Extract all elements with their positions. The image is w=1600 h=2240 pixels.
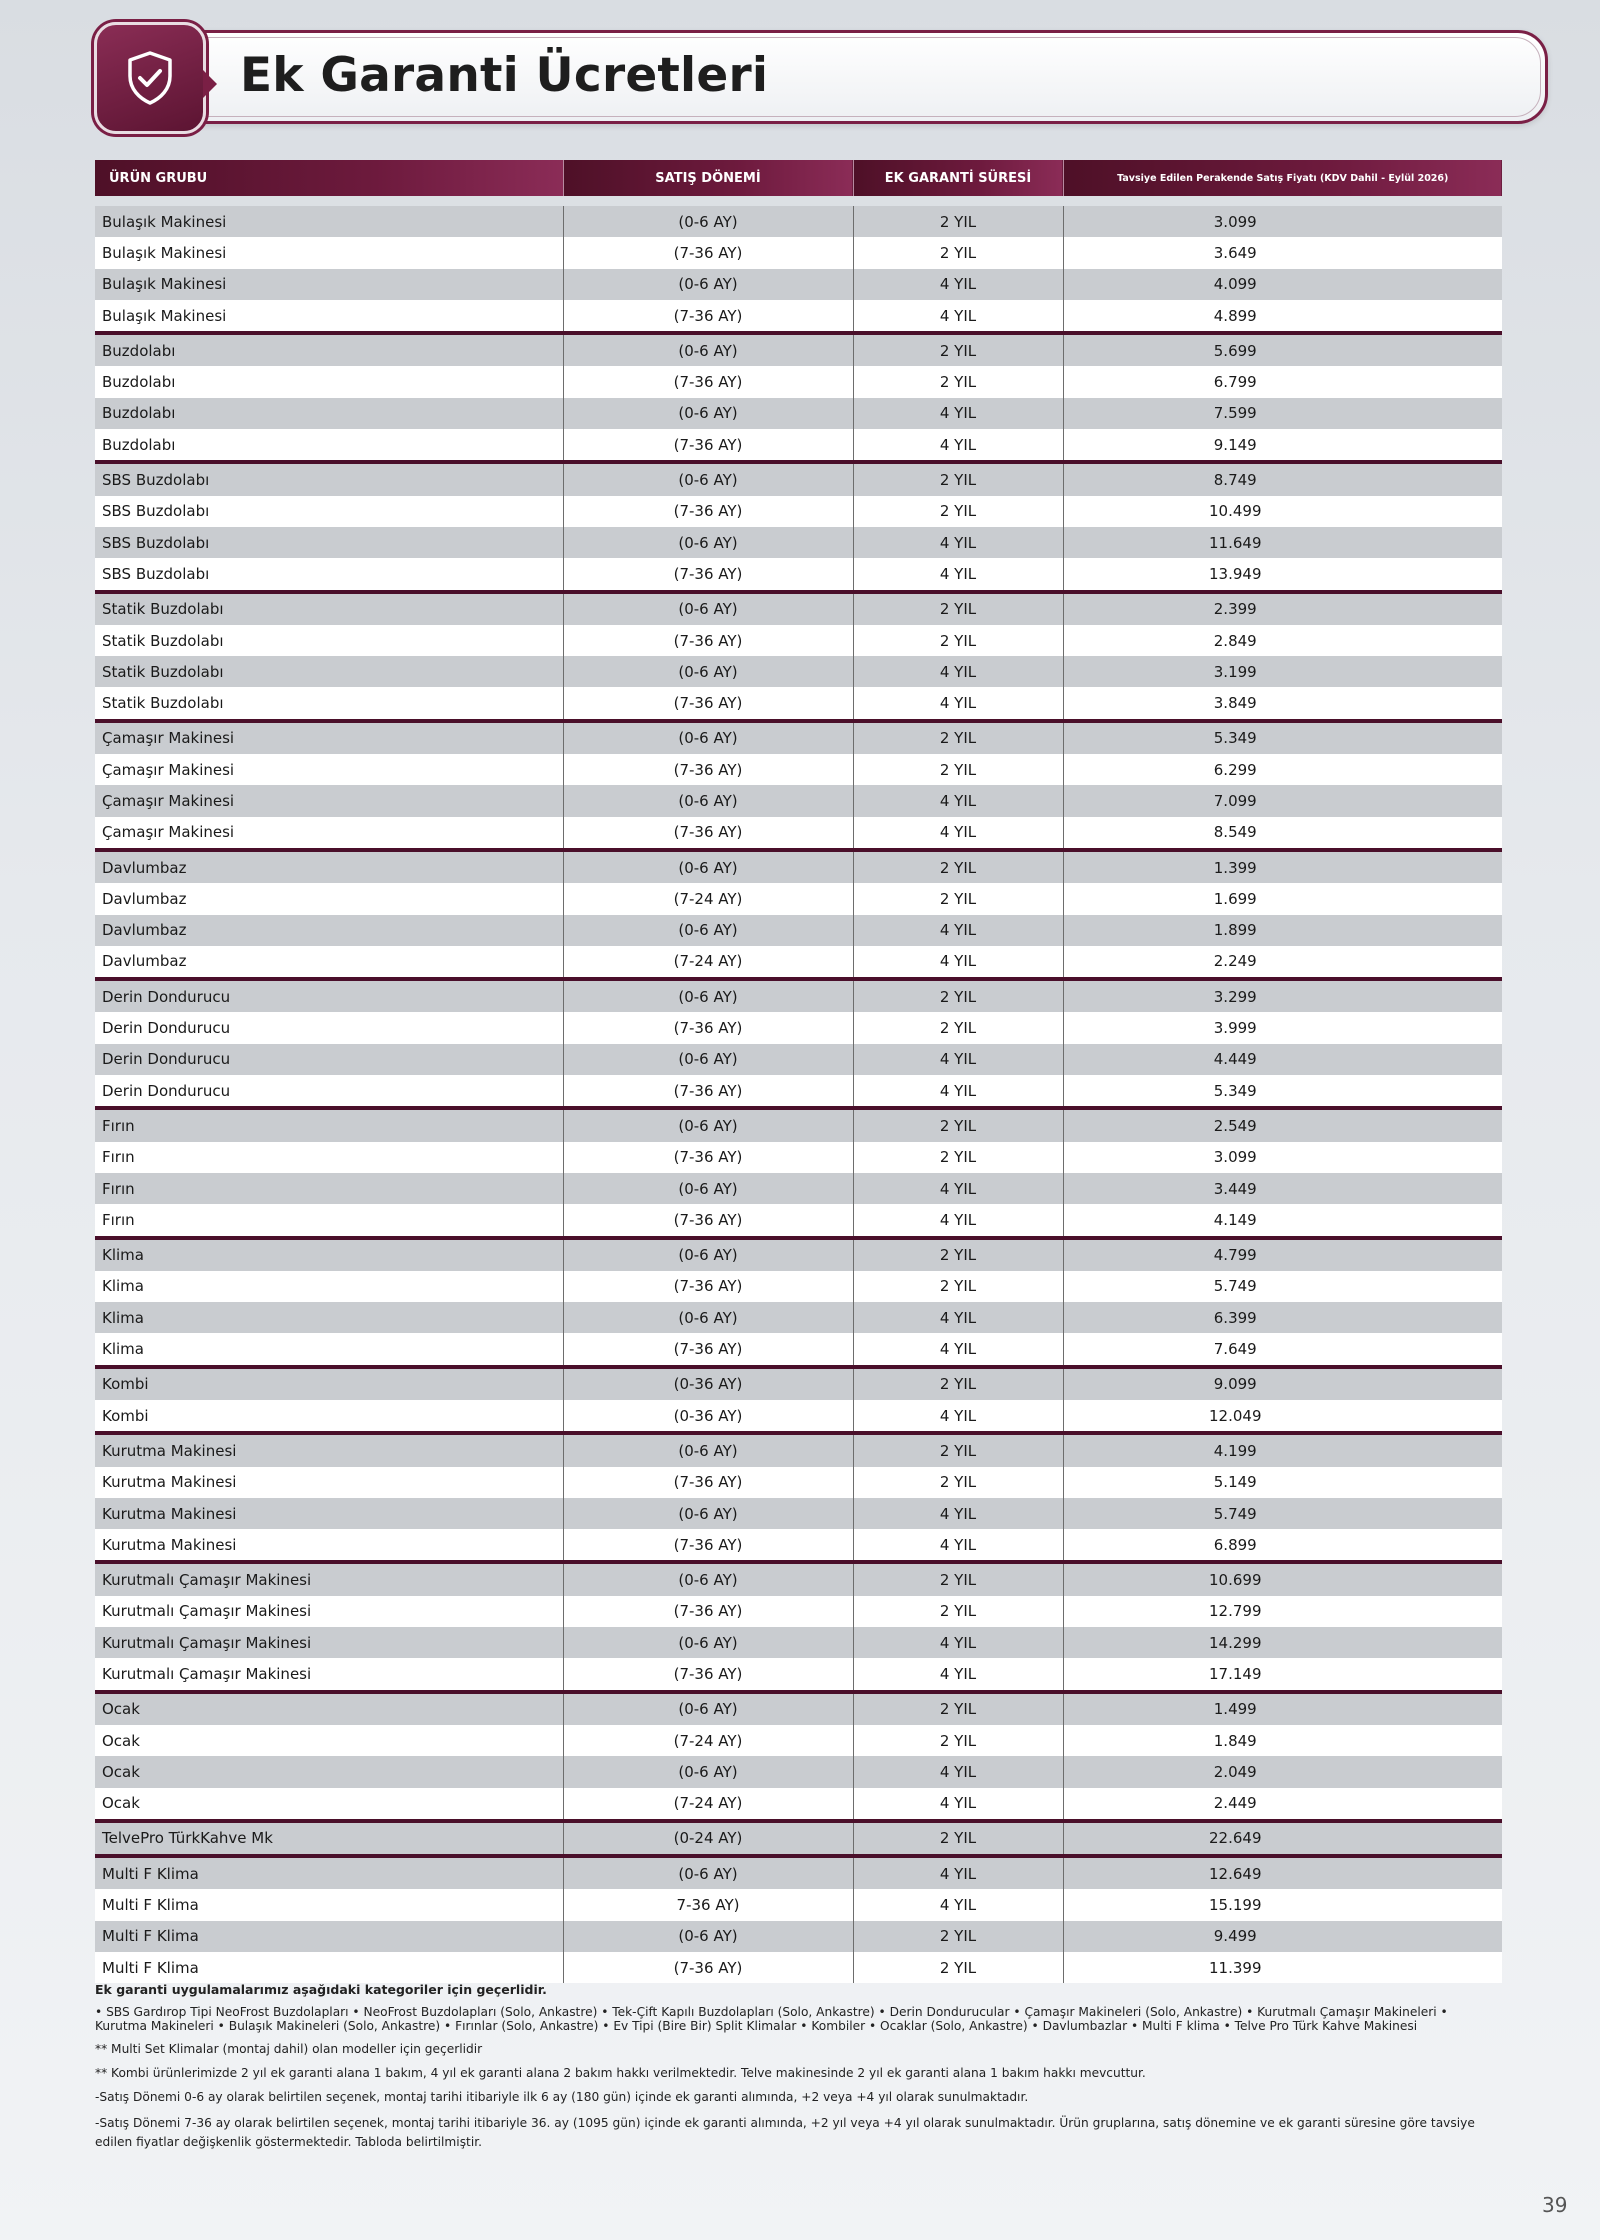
cell-warranty-duration: 4 YIL (853, 1498, 1063, 1529)
cell-product-group: Buzdolabı (95, 429, 563, 462)
header-gap-cell (95, 196, 1502, 206)
cell-warranty-duration: 2 YIL (853, 206, 1063, 237)
cell-product-group: Bulaşık Makinesi (95, 237, 563, 268)
table-row (95, 625, 1502, 656)
cell-sales-period: (0-6 AY) (563, 1108, 853, 1141)
cell-product-group: Kurutma Makinesi (95, 1498, 563, 1529)
cell-sales-period: (7-36 AY) (563, 1075, 853, 1108)
cell-product-group: Kombi (95, 1400, 563, 1433)
cell-sales-period: (0-6 AY) (563, 1238, 853, 1271)
table-row (95, 269, 1502, 300)
cell-warranty-duration: 4 YIL (853, 656, 1063, 687)
cell-warranty-duration: 2 YIL (853, 333, 1063, 366)
cell-product-group: Davlumbaz (95, 850, 563, 883)
cell-product-group: Buzdolabı (95, 366, 563, 397)
table-row (95, 592, 1502, 625)
cell-price: 3.999 (1063, 1012, 1502, 1043)
table-row (95, 883, 1502, 914)
table-row (95, 496, 1502, 527)
cell-sales-period: (7-36 AY) (563, 496, 853, 527)
cell-price: 3.449 (1063, 1173, 1502, 1204)
cell-product-group: Statik Buzdolabı (95, 656, 563, 687)
cell-product-group: Kurutma Makinesi (95, 1529, 563, 1562)
cell-product-group: SBS Buzdolabı (95, 527, 563, 558)
cell-price: 2.449 (1063, 1788, 1502, 1821)
cell-sales-period: (7-24 AY) (563, 883, 853, 914)
cell-warranty-duration: 4 YIL (853, 269, 1063, 300)
cell-sales-period: (0-6 AY) (563, 1627, 853, 1658)
table-row (95, 1821, 1502, 1856)
table-row (95, 1856, 1502, 1889)
cell-warranty-duration: 4 YIL (853, 1075, 1063, 1108)
cell-price: 9.149 (1063, 429, 1502, 462)
cell-price: 6.799 (1063, 366, 1502, 397)
cell-price: 12.649 (1063, 1856, 1502, 1889)
page-number: 39 (1542, 2193, 1568, 2217)
cell-product-group: Kombi (95, 1367, 563, 1400)
cell-warranty-duration: 2 YIL (853, 1142, 1063, 1173)
table-row (95, 1562, 1502, 1595)
cell-product-group: Davlumbaz (95, 946, 563, 979)
cell-warranty-duration: 2 YIL (853, 1562, 1063, 1595)
table-row (95, 1921, 1502, 1952)
table-body (95, 196, 1502, 1983)
notes-period-0-6: -Satış Dönemi 0-6 ay olarak belirtilen seçenek, montaj tarihi itibariyle ilk 6 ay (180 gün) içinde ek garanti alımında, +2 veya +4 yıl olarak sunulmaktadır. (95, 2090, 1029, 2104)
cell-price: 9.099 (1063, 1367, 1502, 1400)
table-row (95, 558, 1502, 591)
cell-warranty-duration: 2 YIL (853, 462, 1063, 495)
cell-price: 11.399 (1063, 1952, 1502, 1983)
cell-sales-period: (7-36 AY) (563, 1333, 853, 1366)
cell-sales-period: (0-6 AY) (563, 206, 853, 237)
cell-sales-period: (0-6 AY) (563, 1302, 853, 1333)
cell-price: 5.349 (1063, 721, 1502, 754)
cell-sales-period: (0-6 AY) (563, 1562, 853, 1595)
cell-warranty-duration: 4 YIL (853, 1044, 1063, 1075)
table-row (95, 1433, 1502, 1466)
cell-product-group: Klima (95, 1302, 563, 1333)
table-row (95, 429, 1502, 462)
cell-sales-period: (7-36 AY) (563, 366, 853, 397)
column-header-warranty-duration: EK GARANTİ SÜRESİ (853, 160, 1063, 196)
cell-warranty-duration: 4 YIL (853, 1204, 1063, 1237)
cell-sales-period: (0-6 AY) (563, 1756, 853, 1787)
cell-product-group: Derin Dondurucu (95, 1012, 563, 1043)
cell-product-group: Kurutmalı Çamaşır Makinesi (95, 1596, 563, 1627)
cell-warranty-duration: 4 YIL (853, 915, 1063, 946)
table-row (95, 366, 1502, 397)
cell-price: 15.199 (1063, 1889, 1502, 1920)
cell-product-group: SBS Buzdolabı (95, 496, 563, 527)
cell-sales-period: (0-6 AY) (563, 1692, 853, 1725)
cell-product-group: Kurutma Makinesi (95, 1467, 563, 1498)
table-row (95, 1075, 1502, 1108)
cell-price: 10.499 (1063, 496, 1502, 527)
cell-sales-period: (0-6 AY) (563, 462, 853, 495)
cell-warranty-duration: 2 YIL (853, 625, 1063, 656)
table-row (95, 462, 1502, 495)
table-row (95, 1302, 1502, 1333)
cell-price: 5.699 (1063, 333, 1502, 366)
table-row (95, 1889, 1502, 1920)
table-row (95, 1658, 1502, 1691)
cell-price: 2.549 (1063, 1108, 1502, 1141)
cell-price: 7.099 (1063, 785, 1502, 816)
cell-price: 7.599 (1063, 398, 1502, 429)
notes-period-7-36: -Satış Dönemi 7-36 ay olarak belirtilen seçenek, montaj tarihi itibariyle 36. ay (1095 gün) içinde ek garanti alımında, +2 yıl veya +4 yıl olarak sunulmaktadır. Ürün gruplarına, satış dönemine ve ek garanti süresine göre tavsiye edilen fiyatlar değişkenlik göstermektedir. Tabloda belirtilmiştir. (95, 2116, 1475, 2149)
table-row (95, 1108, 1502, 1141)
cell-price: 2.249 (1063, 946, 1502, 979)
cell-sales-period: (7-36 AY) (563, 1271, 853, 1302)
cell-warranty-duration: 2 YIL (853, 979, 1063, 1012)
cell-sales-period: (7-36 AY) (563, 558, 853, 591)
cell-product-group: Bulaşık Makinesi (95, 300, 563, 333)
cell-sales-period: (0-6 AY) (563, 592, 853, 625)
cell-product-group: Klima (95, 1333, 563, 1366)
cell-product-group: Davlumbaz (95, 915, 563, 946)
cell-product-group: Fırın (95, 1142, 563, 1173)
cell-sales-period: (7-36 AY) (563, 1529, 853, 1562)
cell-warranty-duration: 2 YIL (853, 1238, 1063, 1271)
table-row (95, 1204, 1502, 1237)
cell-product-group: Derin Dondurucu (95, 979, 563, 1012)
cell-sales-period: (7-36 AY) (563, 625, 853, 656)
cell-product-group: Kurutma Makinesi (95, 1433, 563, 1466)
cell-sales-period: (7-36 AY) (563, 1012, 853, 1043)
table-row (95, 527, 1502, 558)
cell-product-group: SBS Buzdolabı (95, 558, 563, 591)
cell-price: 6.299 (1063, 754, 1502, 785)
cell-price: 6.399 (1063, 1302, 1502, 1333)
cell-warranty-duration: 2 YIL (853, 496, 1063, 527)
cell-price: 9.499 (1063, 1921, 1502, 1952)
cell-product-group: Bulaşık Makinesi (95, 269, 563, 300)
cell-warranty-duration: 2 YIL (853, 850, 1063, 883)
cell-sales-period: (7-36 AY) (563, 1596, 853, 1627)
cell-warranty-duration: 4 YIL (853, 1173, 1063, 1204)
cell-sales-period: (0-6 AY) (563, 721, 853, 754)
cell-warranty-duration: 2 YIL (853, 1725, 1063, 1756)
cell-price: 1.499 (1063, 1692, 1502, 1725)
notes-heading: Ek garanti uygulamalarımız aşağıdaki kategoriler için geçerlidir. (95, 1982, 547, 1997)
cell-product-group: Klima (95, 1271, 563, 1302)
cell-product-group: Derin Dondurucu (95, 1075, 563, 1108)
table-row (95, 721, 1502, 754)
cell-price: 5.349 (1063, 1075, 1502, 1108)
table-row (95, 1142, 1502, 1173)
cell-product-group: Fırın (95, 1204, 563, 1237)
cell-product-group: Kurutmalı Çamaşır Makinesi (95, 1562, 563, 1595)
table-row (95, 656, 1502, 687)
cell-sales-period: (0-6 AY) (563, 979, 853, 1012)
cell-product-group: Çamaşır Makinesi (95, 754, 563, 785)
badge-pointer (203, 70, 217, 98)
cell-warranty-duration: 4 YIL (853, 687, 1063, 720)
cell-product-group: Statik Buzdolabı (95, 592, 563, 625)
cell-sales-period: (7-36 AY) (563, 300, 853, 333)
cell-price: 5.149 (1063, 1467, 1502, 1498)
table-row (95, 1756, 1502, 1787)
notes-categories: • SBS Gardırop Tipi NeoFrost Buzdolapları • NeoFrost Buzdolapları (Solo, Ankastre) • Tek-Çift Kapılı Buzdolapları (Solo, Ankastre) • Derin Dondurucular • Çamaşır Makineleri (Solo, Ankastre) • Kurutmalı Çamaşır Makineleri • Kurutma Makineleri • Bulaşık Makineleri (Solo, Ankastre) • Fırınlar (Solo, Ankastre) • Ev Tipi (Bire Bir) Split Klimalar • Kombiler • Ocaklar (Solo, Ankastre) • Davlumbazlar • Multi F klima • Telve Pro Türk Kahve Makinesi (95, 2005, 1448, 2033)
cell-warranty-duration: 4 YIL (853, 398, 1063, 429)
table-row (95, 237, 1502, 268)
cell-product-group: Multi F Klima (95, 1856, 563, 1889)
table-row (95, 206, 1502, 237)
cell-sales-period: (0-6 AY) (563, 1498, 853, 1529)
table-row (95, 979, 1502, 1012)
cell-sales-period: (0-6 AY) (563, 527, 853, 558)
cell-price: 4.199 (1063, 1433, 1502, 1466)
cell-price: 1.899 (1063, 915, 1502, 946)
cell-product-group: Statik Buzdolabı (95, 625, 563, 656)
footnotes (95, 1982, 1495, 2161)
table-row (95, 1596, 1502, 1627)
table-row (95, 1788, 1502, 1821)
cell-product-group: Klima (95, 1238, 563, 1271)
cell-sales-period: (0-6 AY) (563, 1173, 853, 1204)
cell-price: 4.099 (1063, 269, 1502, 300)
table-row (95, 850, 1502, 883)
column-header-product-group: ÜRÜN GRUBU (95, 160, 563, 196)
cell-product-group: Kurutmalı Çamaşır Makinesi (95, 1658, 563, 1691)
cell-warranty-duration: 2 YIL (853, 1467, 1063, 1498)
notes-multi-set: ** Multi Set Klimalar (montaj dahil) olan modeller için geçerlidir (95, 2042, 483, 2056)
warranty-table-container (95, 160, 1502, 1983)
cell-sales-period: (7-36 AY) (563, 1142, 853, 1173)
cell-product-group: Buzdolabı (95, 398, 563, 429)
cell-warranty-duration: 2 YIL (853, 1821, 1063, 1856)
cell-price: 3.849 (1063, 687, 1502, 720)
page-title: Ek Garanti Ücretleri (240, 48, 769, 103)
cell-price: 3.199 (1063, 656, 1502, 687)
cell-sales-period: (0-6 AY) (563, 1044, 853, 1075)
cell-sales-period: (7-36 AY) (563, 1467, 853, 1498)
cell-sales-period: (0-6 AY) (563, 850, 853, 883)
cell-sales-period: 7-36 AY) (563, 1889, 853, 1920)
cell-warranty-duration: 4 YIL (853, 527, 1063, 558)
cell-price: 4.899 (1063, 300, 1502, 333)
cell-sales-period: (0-6 AY) (563, 915, 853, 946)
table-row (95, 300, 1502, 333)
cell-product-group: Kurutmalı Çamaşır Makinesi (95, 1627, 563, 1658)
cell-sales-period: (0-6 AY) (563, 785, 853, 816)
cell-product-group: Ocak (95, 1725, 563, 1756)
cell-sales-period: (7-24 AY) (563, 946, 853, 979)
table-row (95, 1725, 1502, 1756)
cell-warranty-duration: 2 YIL (853, 1012, 1063, 1043)
cell-sales-period: (0-6 AY) (563, 269, 853, 300)
cell-price: 22.649 (1063, 1821, 1502, 1856)
cell-warranty-duration: 2 YIL (853, 754, 1063, 785)
cell-price: 5.749 (1063, 1271, 1502, 1302)
cell-warranty-duration: 4 YIL (853, 1400, 1063, 1433)
table-row (95, 398, 1502, 429)
table-row (95, 1173, 1502, 1204)
cell-warranty-duration: 4 YIL (853, 1529, 1063, 1562)
cell-price: 8.549 (1063, 817, 1502, 850)
cell-warranty-duration: 4 YIL (853, 817, 1063, 850)
cell-product-group: Bulaşık Makinesi (95, 206, 563, 237)
table-row (95, 1367, 1502, 1400)
cell-price: 12.049 (1063, 1400, 1502, 1433)
cell-product-group: Davlumbaz (95, 883, 563, 914)
cell-warranty-duration: 2 YIL (853, 1921, 1063, 1952)
cell-product-group: Statik Buzdolabı (95, 687, 563, 720)
table-row (95, 946, 1502, 979)
cell-price: 4.799 (1063, 1238, 1502, 1271)
cell-sales-period: (7-36 AY) (563, 1658, 853, 1691)
cell-product-group: Multi F Klima (95, 1921, 563, 1952)
cell-sales-period: (0-6 AY) (563, 398, 853, 429)
cell-sales-period: (0-6 AY) (563, 656, 853, 687)
cell-product-group: Multi F Klima (95, 1952, 563, 1983)
cell-product-group: Ocak (95, 1692, 563, 1725)
header-gap-row (95, 196, 1502, 206)
table-row (95, 754, 1502, 785)
cell-warranty-duration: 4 YIL (853, 300, 1063, 333)
cell-warranty-duration: 2 YIL (853, 1433, 1063, 1466)
table-row (95, 1044, 1502, 1075)
table-row (95, 1529, 1502, 1562)
cell-warranty-duration: 4 YIL (853, 1627, 1063, 1658)
table-header-row (95, 160, 1502, 196)
cell-sales-period: (7-36 AY) (563, 237, 853, 268)
cell-price: 1.849 (1063, 1725, 1502, 1756)
cell-warranty-duration: 4 YIL (853, 1788, 1063, 1821)
table-row (95, 1400, 1502, 1433)
cell-warranty-duration: 4 YIL (853, 1889, 1063, 1920)
cell-product-group: Multi F Klima (95, 1889, 563, 1920)
cell-product-group: Ocak (95, 1788, 563, 1821)
table-row (95, 1467, 1502, 1498)
cell-sales-period: (7-36 AY) (563, 754, 853, 785)
cell-price: 3.649 (1063, 237, 1502, 268)
cell-warranty-duration: 2 YIL (853, 237, 1063, 268)
cell-product-group: Fırın (95, 1173, 563, 1204)
cell-price: 17.149 (1063, 1658, 1502, 1691)
cell-price: 8.749 (1063, 462, 1502, 495)
table-row (95, 687, 1502, 720)
column-header-price: Tavsiye Edilen Perakende Satış Fiyatı (KDV Dahil - Eylül 2026) (1063, 160, 1502, 196)
cell-sales-period: (0-6 AY) (563, 1433, 853, 1466)
table-row (95, 333, 1502, 366)
cell-warranty-duration: 4 YIL (853, 1756, 1063, 1787)
cell-warranty-duration: 2 YIL (853, 592, 1063, 625)
cell-price: 3.299 (1063, 979, 1502, 1012)
cell-sales-period: (0-6 AY) (563, 333, 853, 366)
cell-product-group: Ocak (95, 1756, 563, 1787)
column-header-sales-period: SATIŞ DÖNEMİ (563, 160, 853, 196)
table-row (95, 1692, 1502, 1725)
cell-sales-period: (7-36 AY) (563, 429, 853, 462)
cell-product-group: TelvePro TürkKahve Mk (95, 1821, 563, 1856)
cell-warranty-duration: 2 YIL (853, 366, 1063, 397)
cell-price: 5.749 (1063, 1498, 1502, 1529)
cell-sales-period: (7-36 AY) (563, 1952, 853, 1983)
cell-warranty-duration: 4 YIL (853, 785, 1063, 816)
cell-warranty-duration: 4 YIL (853, 1302, 1063, 1333)
cell-sales-period: (7-36 AY) (563, 1204, 853, 1237)
cell-product-group: Çamaşır Makinesi (95, 785, 563, 816)
cell-product-group: Çamaşır Makinesi (95, 721, 563, 754)
cell-product-group: Derin Dondurucu (95, 1044, 563, 1075)
cell-warranty-duration: 2 YIL (853, 1952, 1063, 1983)
cell-price: 11.649 (1063, 527, 1502, 558)
cell-sales-period: (0-6 AY) (563, 1856, 853, 1889)
table-row (95, 1238, 1502, 1271)
cell-warranty-duration: 4 YIL (853, 558, 1063, 591)
table-row (95, 817, 1502, 850)
cell-price: 3.099 (1063, 1142, 1502, 1173)
cell-warranty-duration: 2 YIL (853, 1692, 1063, 1725)
cell-warranty-duration: 2 YIL (853, 1108, 1063, 1141)
cell-warranty-duration: 4 YIL (853, 1856, 1063, 1889)
cell-product-group: Buzdolabı (95, 333, 563, 366)
cell-product-group: Çamaşır Makinesi (95, 817, 563, 850)
cell-price: 7.649 (1063, 1333, 1502, 1366)
cell-warranty-duration: 4 YIL (853, 946, 1063, 979)
cell-price: 4.449 (1063, 1044, 1502, 1075)
cell-price: 4.149 (1063, 1204, 1502, 1237)
cell-sales-period: (7-36 AY) (563, 687, 853, 720)
cell-price: 1.399 (1063, 850, 1502, 883)
table-row (95, 1012, 1502, 1043)
cell-product-group: Fırın (95, 1108, 563, 1141)
table-row (95, 915, 1502, 946)
cell-warranty-duration: 2 YIL (853, 1596, 1063, 1627)
cell-sales-period: (0-6 AY) (563, 1921, 853, 1952)
cell-price: 2.849 (1063, 625, 1502, 656)
cell-price: 3.099 (1063, 206, 1502, 237)
cell-price: 2.049 (1063, 1756, 1502, 1787)
cell-sales-period: (0-24 AY) (563, 1821, 853, 1856)
cell-warranty-duration: 2 YIL (853, 1271, 1063, 1302)
table-row (95, 1627, 1502, 1658)
cell-sales-period: (0-36 AY) (563, 1400, 853, 1433)
cell-price: 12.799 (1063, 1596, 1502, 1627)
notes-kombi: ** Kombi ürünlerimizde 2 yıl ek garanti alana 1 bakım, 4 yıl ek garanti alana 2 bakım hakkı verilmektedir. Telve makinesinde 2 yıl ek garanti alana 1 bakım hakkı mevcuttur. (95, 2066, 1146, 2080)
cell-price: 6.899 (1063, 1529, 1502, 1562)
cell-sales-period: (7-36 AY) (563, 817, 853, 850)
table-row (95, 1498, 1502, 1529)
cell-price: 2.399 (1063, 592, 1502, 625)
cell-warranty-duration: 2 YIL (853, 883, 1063, 914)
cell-price: 14.299 (1063, 1627, 1502, 1658)
table-row (95, 1271, 1502, 1302)
table-row (95, 1952, 1502, 1983)
shield-check-icon (119, 47, 181, 109)
cell-warranty-duration: 4 YIL (853, 429, 1063, 462)
cell-sales-period: (7-24 AY) (563, 1725, 853, 1756)
cell-warranty-duration: 4 YIL (853, 1658, 1063, 1691)
cell-sales-period: (0-36 AY) (563, 1367, 853, 1400)
cell-warranty-duration: 2 YIL (853, 721, 1063, 754)
title-badge (94, 22, 206, 134)
cell-price: 13.949 (1063, 558, 1502, 591)
cell-price: 10.699 (1063, 1562, 1502, 1595)
table-row (95, 785, 1502, 816)
cell-warranty-duration: 4 YIL (853, 1333, 1063, 1366)
cell-product-group: SBS Buzdolabı (95, 462, 563, 495)
cell-sales-period: (7-24 AY) (563, 1788, 853, 1821)
cell-warranty-duration: 2 YIL (853, 1367, 1063, 1400)
cell-price: 1.699 (1063, 883, 1502, 914)
table-row (95, 1333, 1502, 1366)
warranty-price-table (95, 160, 1502, 1983)
